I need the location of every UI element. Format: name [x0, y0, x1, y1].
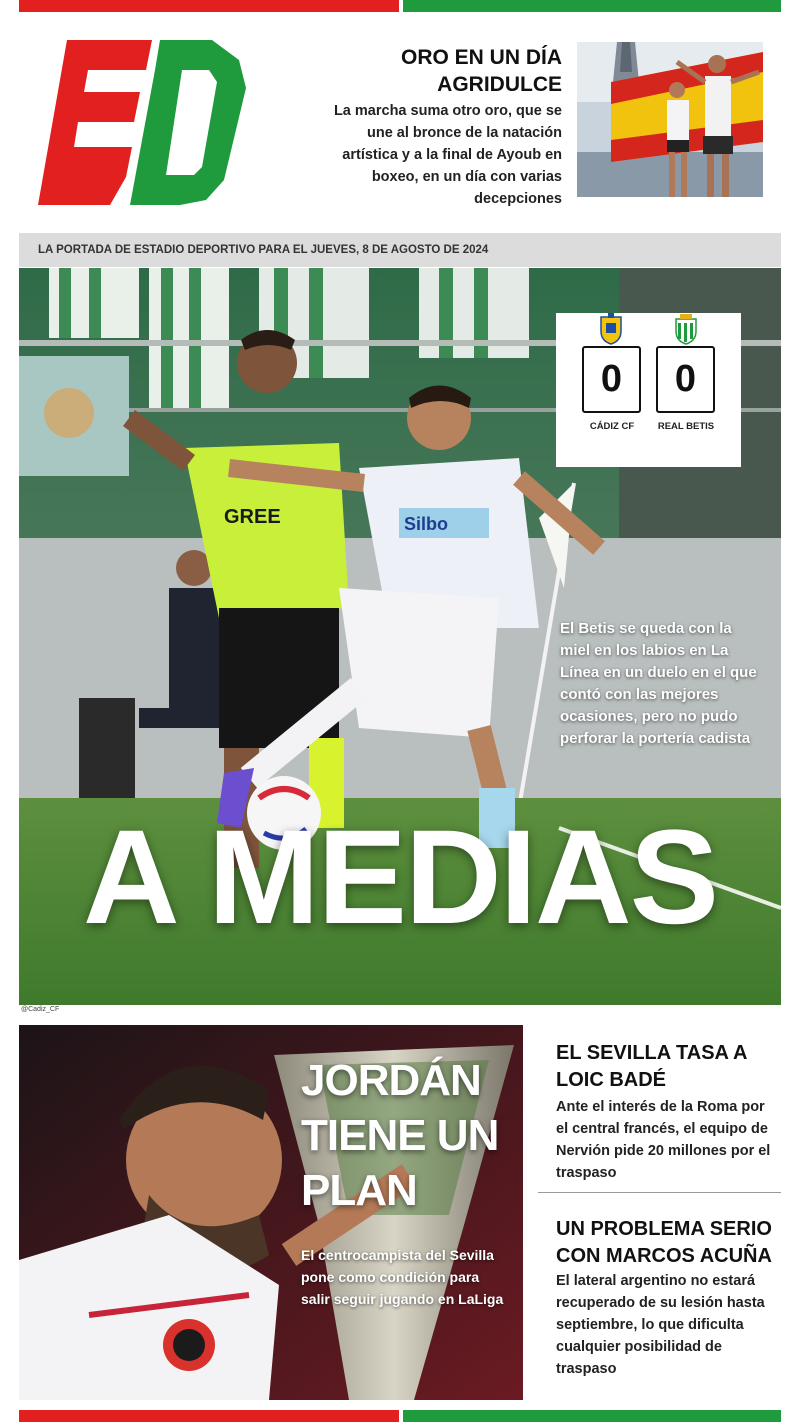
ed-logo[interactable]: [34, 40, 249, 205]
betis-badge-icon: [673, 313, 699, 345]
edition-date-strip: LA PORTADA DE ESTADIO DEPORTIVO PARA EL JUEVES, 8 DE AGOSTO DE 2024: [19, 233, 781, 267]
athletes-with-flag-photo[interactable]: [577, 42, 763, 197]
home-team-name: CÁDIZ CF: [589, 421, 635, 432]
feature-story[interactable]: [19, 1025, 523, 1400]
scoreboard: [556, 313, 741, 467]
away-score: 0: [656, 346, 715, 413]
feature-title[interactable]: JORDÁN TIENE UN PLAN: [301, 1056, 499, 1215]
side-story-1-title[interactable]: EL SEVILLA TASA A LOIC BADÉ: [556, 1042, 747, 1091]
bottom-red-bar: [19, 1410, 399, 1422]
svg-text:Silbo: Silbo: [404, 514, 448, 534]
feature-text: El centrocampista del Sevilla pone como condición para salir seguir jugando en LaLiga: [301, 1247, 504, 1307]
cadiz-badge-icon: [598, 313, 624, 345]
main-story-caption: El Betis se queda con la miel en los labios en La Línea en un duelo en el que contó con las mejores ocasiones, pero no pudo perforar la portería cadista: [560, 620, 757, 747]
top-red-bar: [19, 0, 399, 12]
away-team-name: REAL BETIS: [657, 421, 715, 432]
home-score: 0: [582, 346, 641, 413]
svg-text:GREE: GREE: [224, 506, 281, 528]
side-story-1-text: Ante el interés de la Roma por el central francés, el equipo de Nervión pide 20 millones por el traspaso: [556, 1099, 771, 1181]
photo-credit: @Cadiz_CF: [21, 1006, 60, 1013]
side-divider: [538, 1192, 781, 1193]
top-green-bar: [403, 0, 781, 12]
bottom-green-bar: [403, 1410, 781, 1422]
side-story-2-title[interactable]: UN PROBLEMA SERIO CON MARCOS ACUÑA: [556, 1218, 772, 1267]
top-story-text: La marcha suma otro oro, que se une al bronce de la natación artística y a la final de Ayoub en boxeo, en un día con varias decepciones: [333, 103, 562, 207]
main-story-headline[interactable]: A MEDIAS: [82, 803, 718, 952]
side-story-2-text: El lateral argentino no estará recuperado de su lesión hasta septiembre, lo que dificulta cualquier posibilidad de traspaso: [556, 1273, 765, 1377]
top-story-title[interactable]: ORO EN UN DÍA AGRIDULCE: [400, 46, 562, 96]
main-story-hero[interactable]: [19, 268, 781, 1005]
